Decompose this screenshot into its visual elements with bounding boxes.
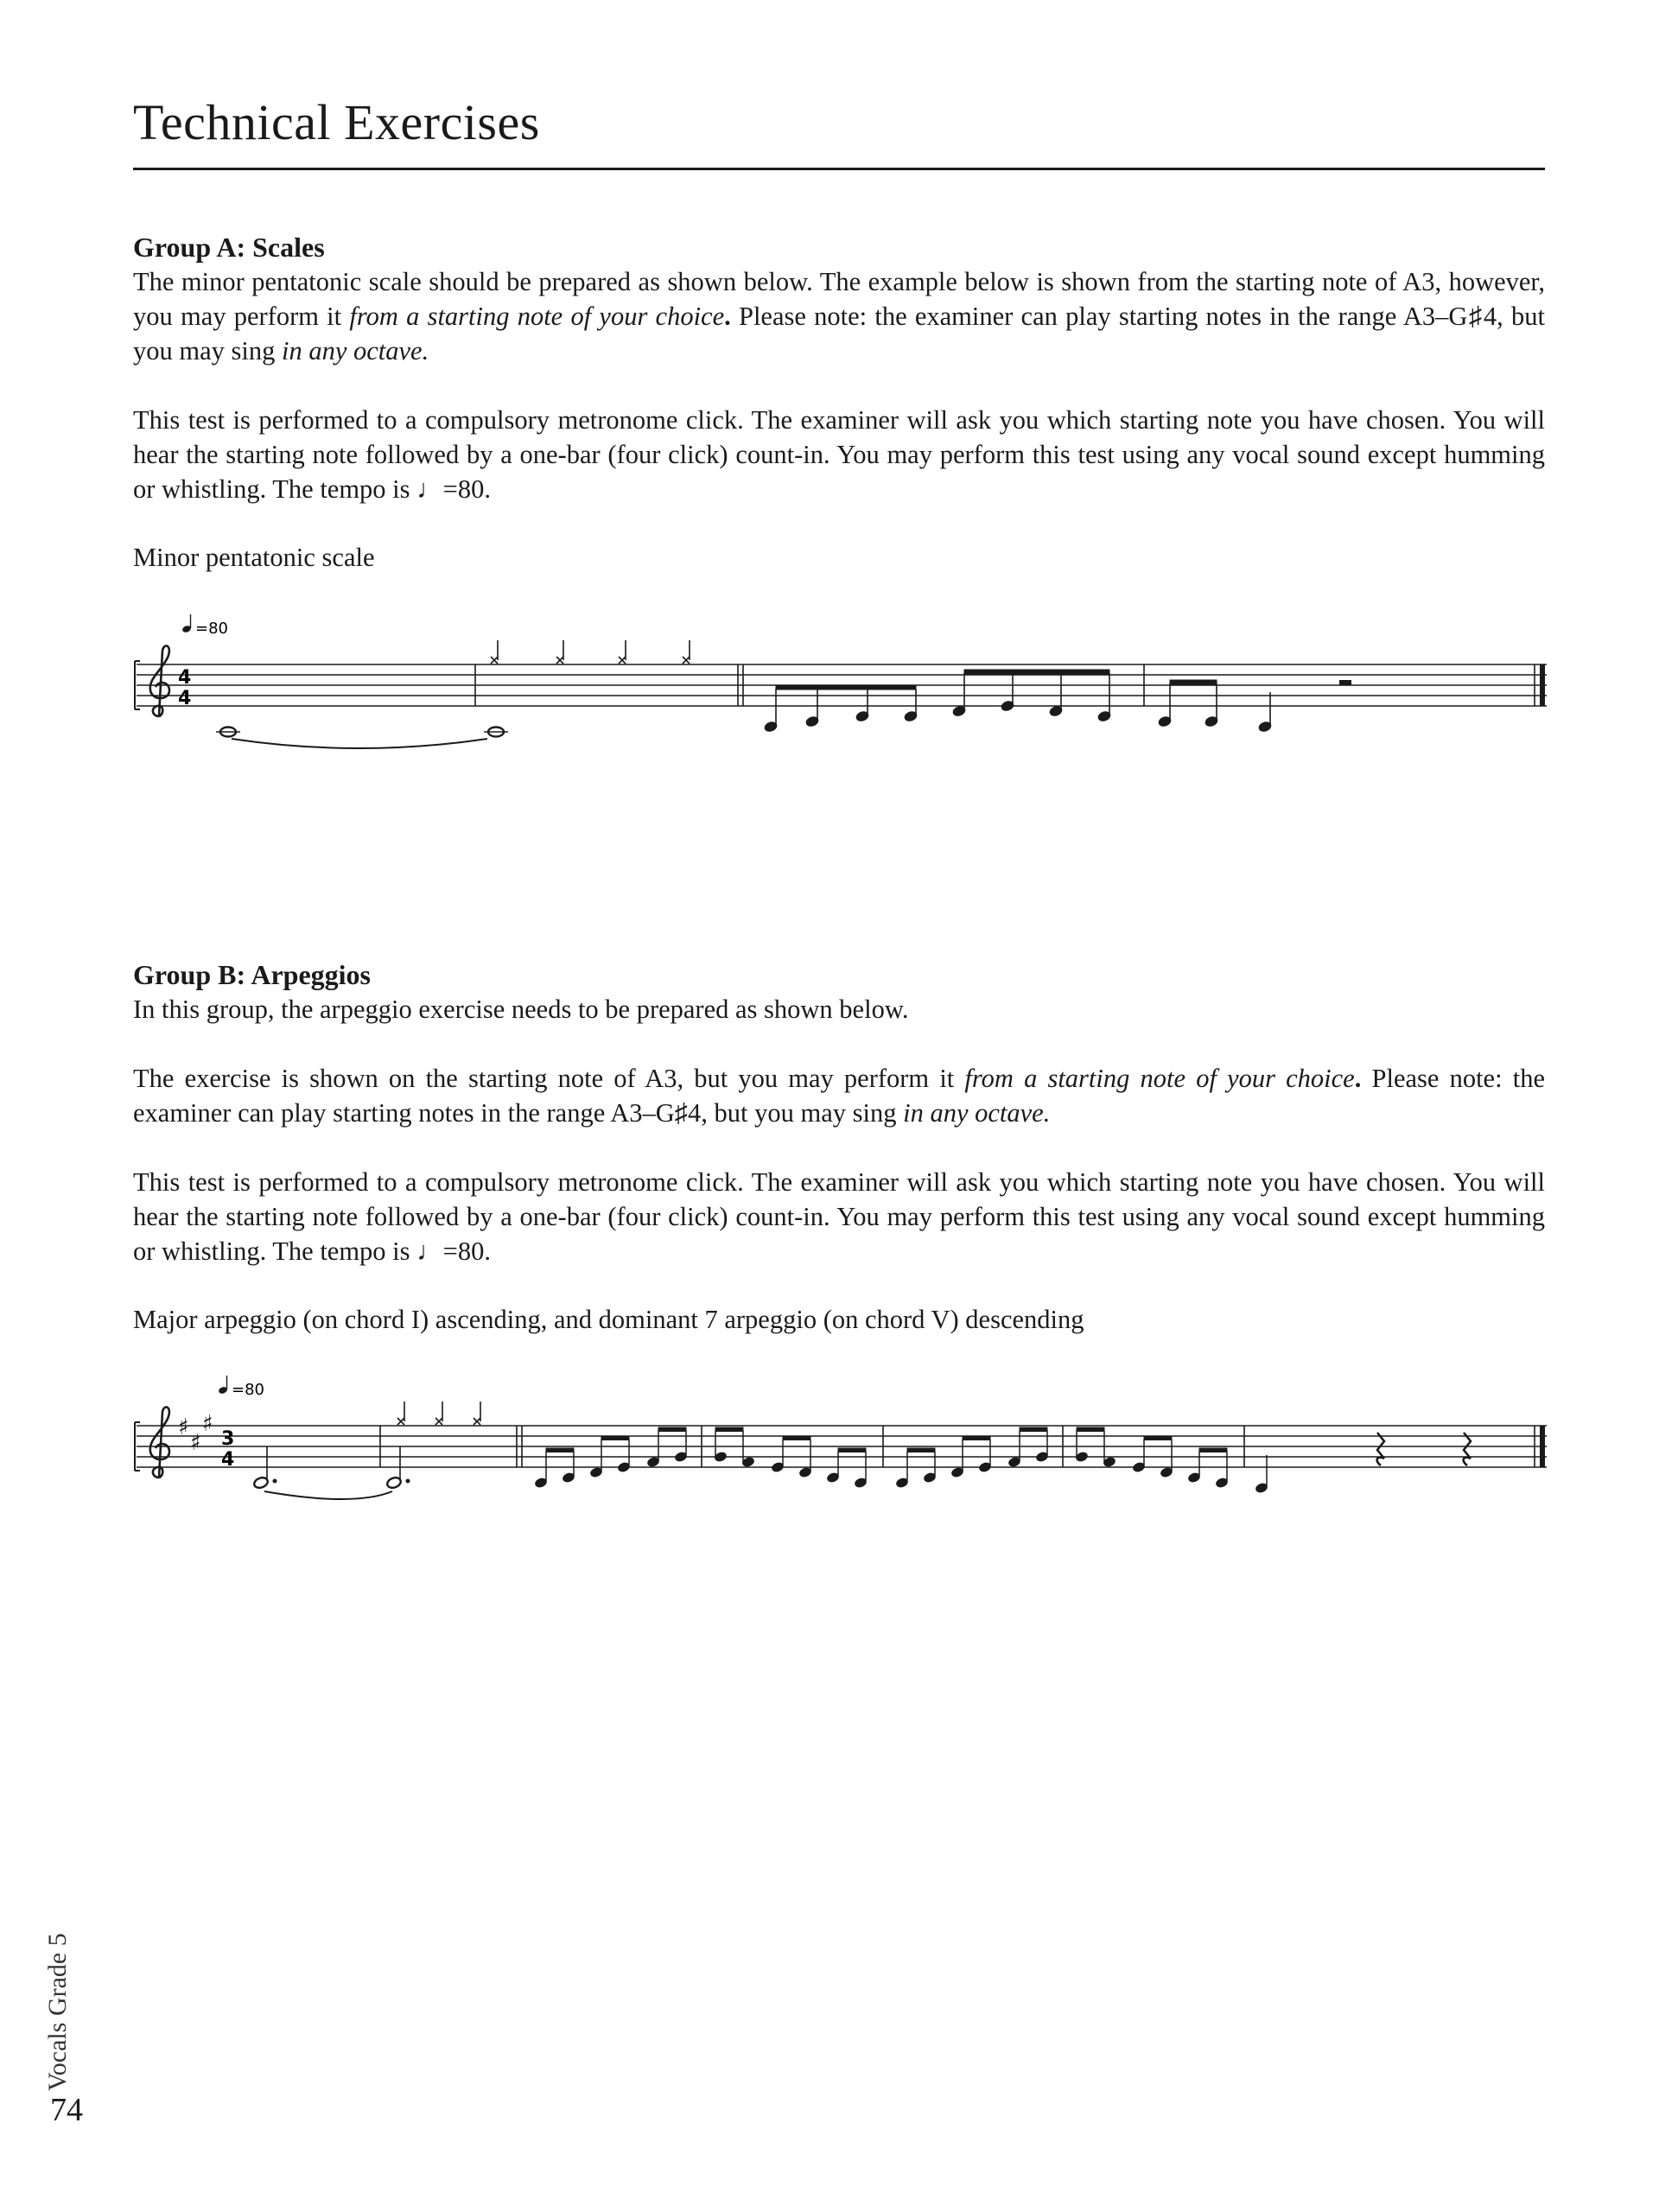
time-signature-bottom: 4 (221, 1449, 235, 1471)
whole-note (484, 728, 508, 737)
group-b-paragraph-1: In this group, the arpeggio exercise needs to be prepared as shown below. (133, 995, 909, 1024)
tie (232, 739, 487, 748)
emphasis-text: in any octave. (281, 336, 429, 365)
tie (264, 1491, 392, 1499)
quarter-note (1258, 692, 1273, 733)
time-signature-top: 4 (178, 667, 192, 689)
dotted-half-note (386, 1446, 410, 1490)
eighth-note-group (764, 685, 918, 733)
group-b-caption: Major arpeggio (on chord I) ascending, and dominant 7 arpeggio (on chord V) descending (133, 1305, 1084, 1334)
page-title: Technical Exercises (133, 94, 540, 150)
final-barline (1540, 1426, 1545, 1467)
sharp-icon: ♯ (190, 1430, 201, 1456)
key-signature-sharps (178, 1411, 213, 1456)
metronome-marking (181, 614, 228, 638)
metronome-marking (218, 1376, 264, 1399)
group-a-caption: Minor pentatonic scale (133, 543, 375, 572)
text-span: The exercise is shown on the starting note of A3, but you may perform it (133, 1064, 965, 1093)
sharp-icon: ♯ (178, 1414, 189, 1440)
emphasis-text: in any octave. (903, 1098, 1051, 1128)
group-a-paragraph-1 (133, 264, 1545, 368)
group-a-paragraph-2 (133, 403, 1545, 506)
group-b-paragraph-3 (133, 1165, 1545, 1268)
side-running-title: Vocals Grade 5 (43, 1933, 72, 2091)
text-span: Please note: the examiner can play starting notes in the range A3–G♯4, but you may sing (133, 302, 1545, 365)
group-a-heading: Group A: Scales (133, 232, 325, 263)
group-b-heading: Group B: Arpeggios (133, 959, 371, 990)
group-a-staff (130, 609, 1555, 756)
emphasis-text: from a starting note of your choice (964, 1064, 1355, 1093)
quarter-note (1255, 1455, 1268, 1494)
bold-text: . (724, 302, 731, 331)
quarter-rest (1377, 1433, 1384, 1465)
text-span: This test is performed to a compulsory metronome click. The examiner will ask you which starting note you have chosen. You will hear the starting note followed by a one-bar (four click) count-in. You may perform this test using any vocal sound except humming or whistling. The tempo is (133, 1167, 1545, 1266)
page-number: 74 (50, 2092, 83, 2128)
time-signature-bottom: 4 (178, 688, 192, 709)
tempo-value: =80 (195, 620, 228, 638)
title-rule (133, 168, 1545, 170)
eighth-note-group (1158, 680, 1219, 728)
half-rest (1339, 680, 1351, 685)
quarter-rest (1464, 1433, 1471, 1465)
bold-text: . (1354, 1064, 1362, 1093)
tempo-text: ♩=80. (416, 1236, 491, 1266)
time-signature-top: 3 (221, 1428, 235, 1450)
click-notes (491, 640, 690, 664)
text-span: Please note: the examiner can play starting notes in the range A3–G♯4, but you may sing (133, 1064, 1545, 1128)
final-barline (1540, 664, 1545, 706)
dotted-half-note (253, 1446, 277, 1490)
group-b-section (133, 957, 1545, 1268)
group-b-staff (130, 1370, 1555, 1517)
group-a-section (133, 230, 1545, 506)
text-span: This test is performed to a compulsory metronome click. The examiner will ask you which starting note you have chosen. You will hear the starting note followed by a one-bar (four click) count-in. You may perform this test using any vocal sound except humming or whistling. The tempo is (133, 405, 1545, 504)
emphasis-text: from a starting note of your choice (349, 302, 725, 331)
tempo-value: =80 (232, 1381, 264, 1399)
text-span: The minor pentatonic scale should be prepared as shown below. The example below is shown from the starting note of A3, however, you may perform it (133, 267, 1545, 331)
group-b-paragraph-2 (133, 1061, 1545, 1130)
whole-note (216, 728, 240, 737)
tempo-text: ♩=80. (416, 474, 491, 504)
sharp-icon: ♯ (202, 1411, 213, 1437)
click-notes (397, 1402, 480, 1425)
